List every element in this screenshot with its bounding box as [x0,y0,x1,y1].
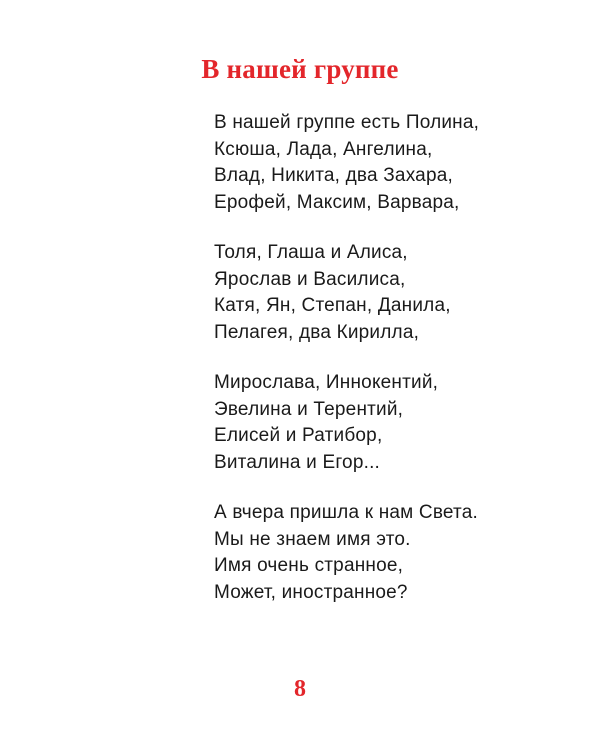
poem-line: Мирослава, Иннокентий, [214,372,439,393]
poem-line: Может, иностранное? [214,581,408,603]
poem-line: Эвелина и Терентий, [214,398,404,420]
poem-line: Пелагея, два Кирилла, [214,321,420,343]
page-number: 8 [294,676,306,702]
poem-line: Толя, Глаша и Алиса, [214,242,408,263]
poem-line: Ксюша, Лада, Ангелина, [214,138,433,160]
stanza-3 [214,370,574,476]
poem-line: Ерофей, Максим, Варвара, [214,191,460,213]
stanza-2 [214,240,574,346]
poem-line: Виталина и Егор... [214,451,381,473]
poem-line: Имя очень странное, [214,555,404,576]
page-title: В нашей группе [201,54,399,84]
poem-line: В нашей группе есть Полина, [214,112,480,133]
poem-line: Елисей и Ратибор, [214,425,383,446]
poem-line: Ярослав и Василиса, [214,268,406,290]
poem-line: Мы не знаем имя это. [214,528,411,550]
stanza-4 [214,500,574,606]
poem-line: Катя, Ян, Степан, Данила, [214,295,451,316]
poem [214,110,574,630]
stanza-1 [214,110,574,216]
poem-line: А вчера пришла к нам Света. [214,502,478,523]
poem-line: Влад, Никита, два Захара, [214,165,453,186]
